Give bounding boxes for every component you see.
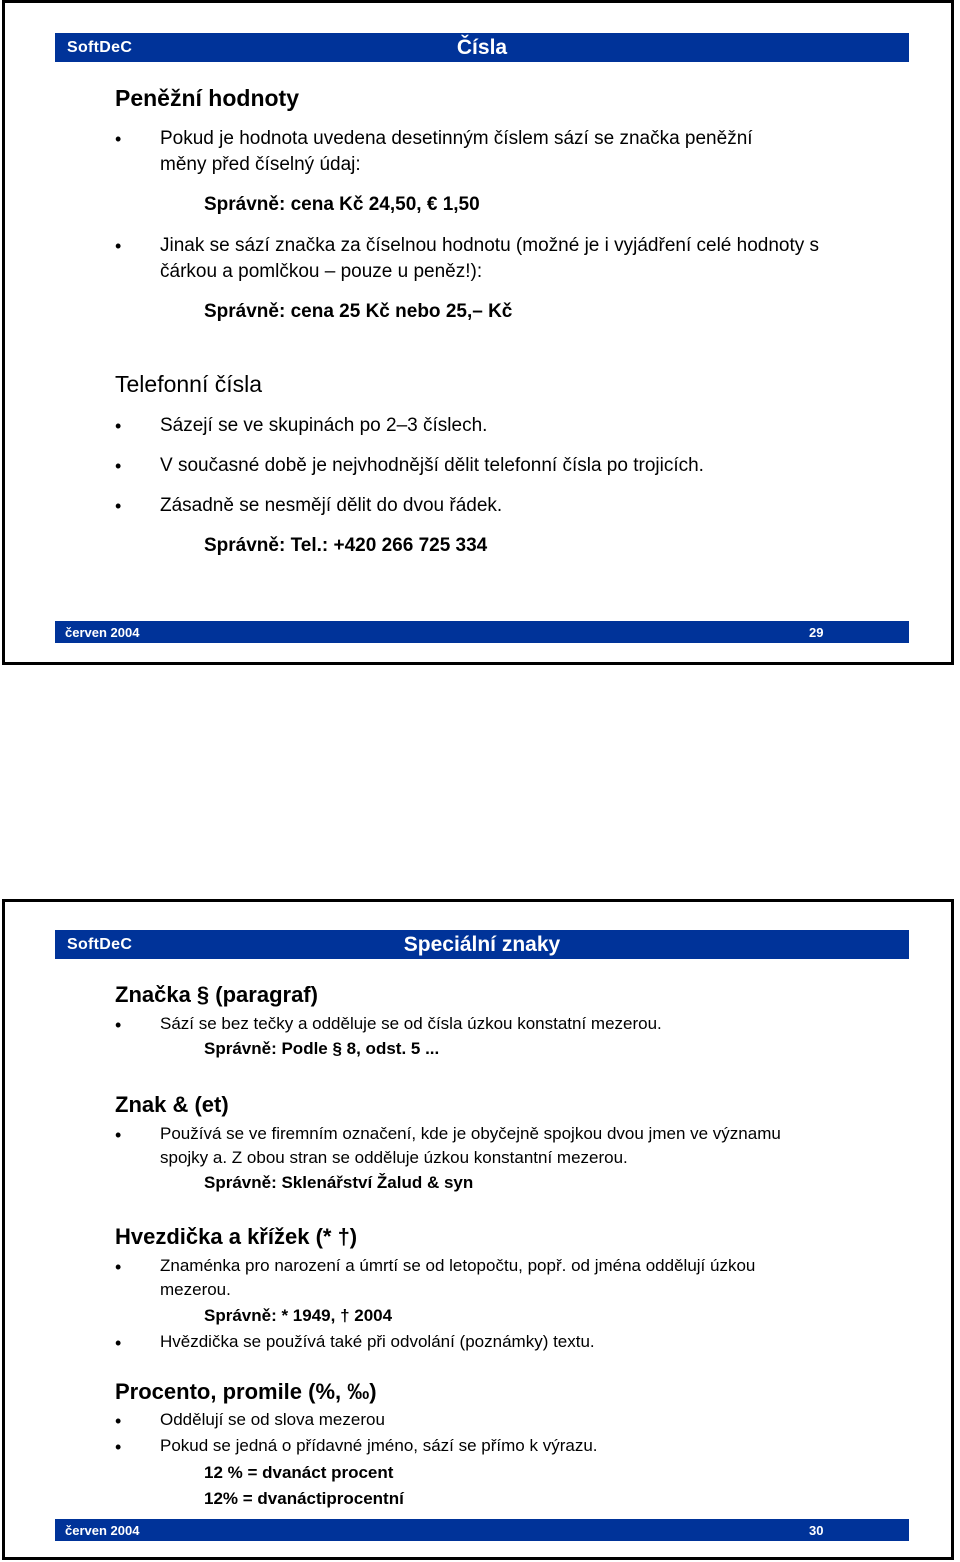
example-correct: Správně: Sklenářství Žalud & syn: [204, 1173, 474, 1192]
example-correct: Správně: cena Kč 24,50, € 1,50: [204, 194, 480, 215]
bullet-text: V současné době je nejvhodnější dělit telefonní čísla po trojicích.: [160, 455, 704, 476]
bullet-marker: •: [115, 1257, 122, 1277]
page-number: 29: [809, 625, 824, 640]
bullet-marker: •: [115, 1125, 122, 1145]
bullet-text: Jinak se sází značka za číselnou hodnotu (možné je i vyjádření celé hodnoty s čárkou a pomlčkou – pouze u peněz!):: [160, 235, 820, 282]
bullet-marker: •: [115, 1333, 122, 1353]
softdec-logo: SoftDeC: [67, 936, 133, 953]
footer-bar: [55, 1519, 909, 1541]
example-correct: 12 % = dvanáct procent: [204, 1463, 394, 1482]
section-title-paragraph: Značka § (paragraf): [115, 982, 318, 1007]
bullet-marker: •: [115, 1437, 122, 1457]
bullet-text: Sázejí se ve skupinách po 2–3 číslech.: [160, 415, 488, 436]
slide-29: [2, 0, 954, 665]
bullet-text: Hvězdička se používá také při odvolání (poznámky) textu.: [160, 1332, 595, 1351]
example-correct: Správně: * 1949, † 2004: [204, 1306, 393, 1325]
bullet-text: Pokud je hodnota uvedena desetinným číslem sází se značka peněžní měny před číselný údaj:: [160, 128, 753, 175]
softdec-logo: SoftDeC: [67, 39, 133, 56]
bullet-text: Sází se bez tečky a odděluje se od čísla úzkou konstatní mezerou.: [160, 1014, 662, 1033]
bullet-marker: •: [115, 129, 122, 149]
example-correct: Správně: cena 25 Kč nebo 25,– Kč: [204, 301, 513, 322]
footer-date: červen 2004: [65, 1523, 140, 1538]
bullet-text: Znaménka pro narození a úmrtí se od letopočtu, popř. od jména oddělují úzkou mezerou.: [160, 1256, 756, 1299]
section-title-star-cross: Hvezdička a křížek (* †): [115, 1224, 358, 1249]
header-bar: [55, 930, 909, 959]
slide-title: Čísla: [456, 36, 508, 59]
example-correct: Správně: Tel.: +420 266 725 334: [204, 535, 488, 556]
slide-30: [2, 899, 954, 1560]
section-title-money: Peněžní hodnoty: [115, 85, 299, 111]
example-correct: Správně: Podle § 8, odst. 5 ...: [204, 1039, 440, 1058]
bullet-marker: •: [115, 416, 122, 436]
bullet-marker: •: [115, 1411, 122, 1431]
bullet-marker: •: [115, 1015, 122, 1035]
footer-bar: [55, 621, 909, 643]
page-number: 30: [809, 1523, 824, 1538]
bullet-text: Zásadně se nesmějí dělit do dvou řádek.: [160, 495, 503, 516]
bullet-text: Používá se ve firemním označení, kde je obyčejně spojkou dvou jmen ve významu spojky a. Z obou stran se odděluje úzkou konstantní mezerou.: [160, 1124, 781, 1167]
section-title-phone: Telefonní čísla: [115, 371, 263, 397]
header-bar: [55, 33, 909, 62]
bullet-marker: •: [115, 496, 122, 516]
bullet-text: Oddělují se od slova mezerou: [160, 1410, 385, 1429]
bullet-marker: •: [115, 456, 122, 476]
section-title-et: Znak & (et): [115, 1092, 229, 1117]
example-correct: 12% = dvanáctiprocentní: [204, 1489, 404, 1508]
slide-title: Speciální znaky: [403, 933, 561, 956]
bullet-marker: •: [115, 236, 122, 256]
section-title-percent: Procento, promile (%, ‰): [115, 1379, 377, 1404]
bullet-text: Pokud se jedná o přídavné jméno, sází se přímo k výrazu.: [160, 1436, 598, 1455]
footer-date: červen 2004: [65, 625, 140, 640]
